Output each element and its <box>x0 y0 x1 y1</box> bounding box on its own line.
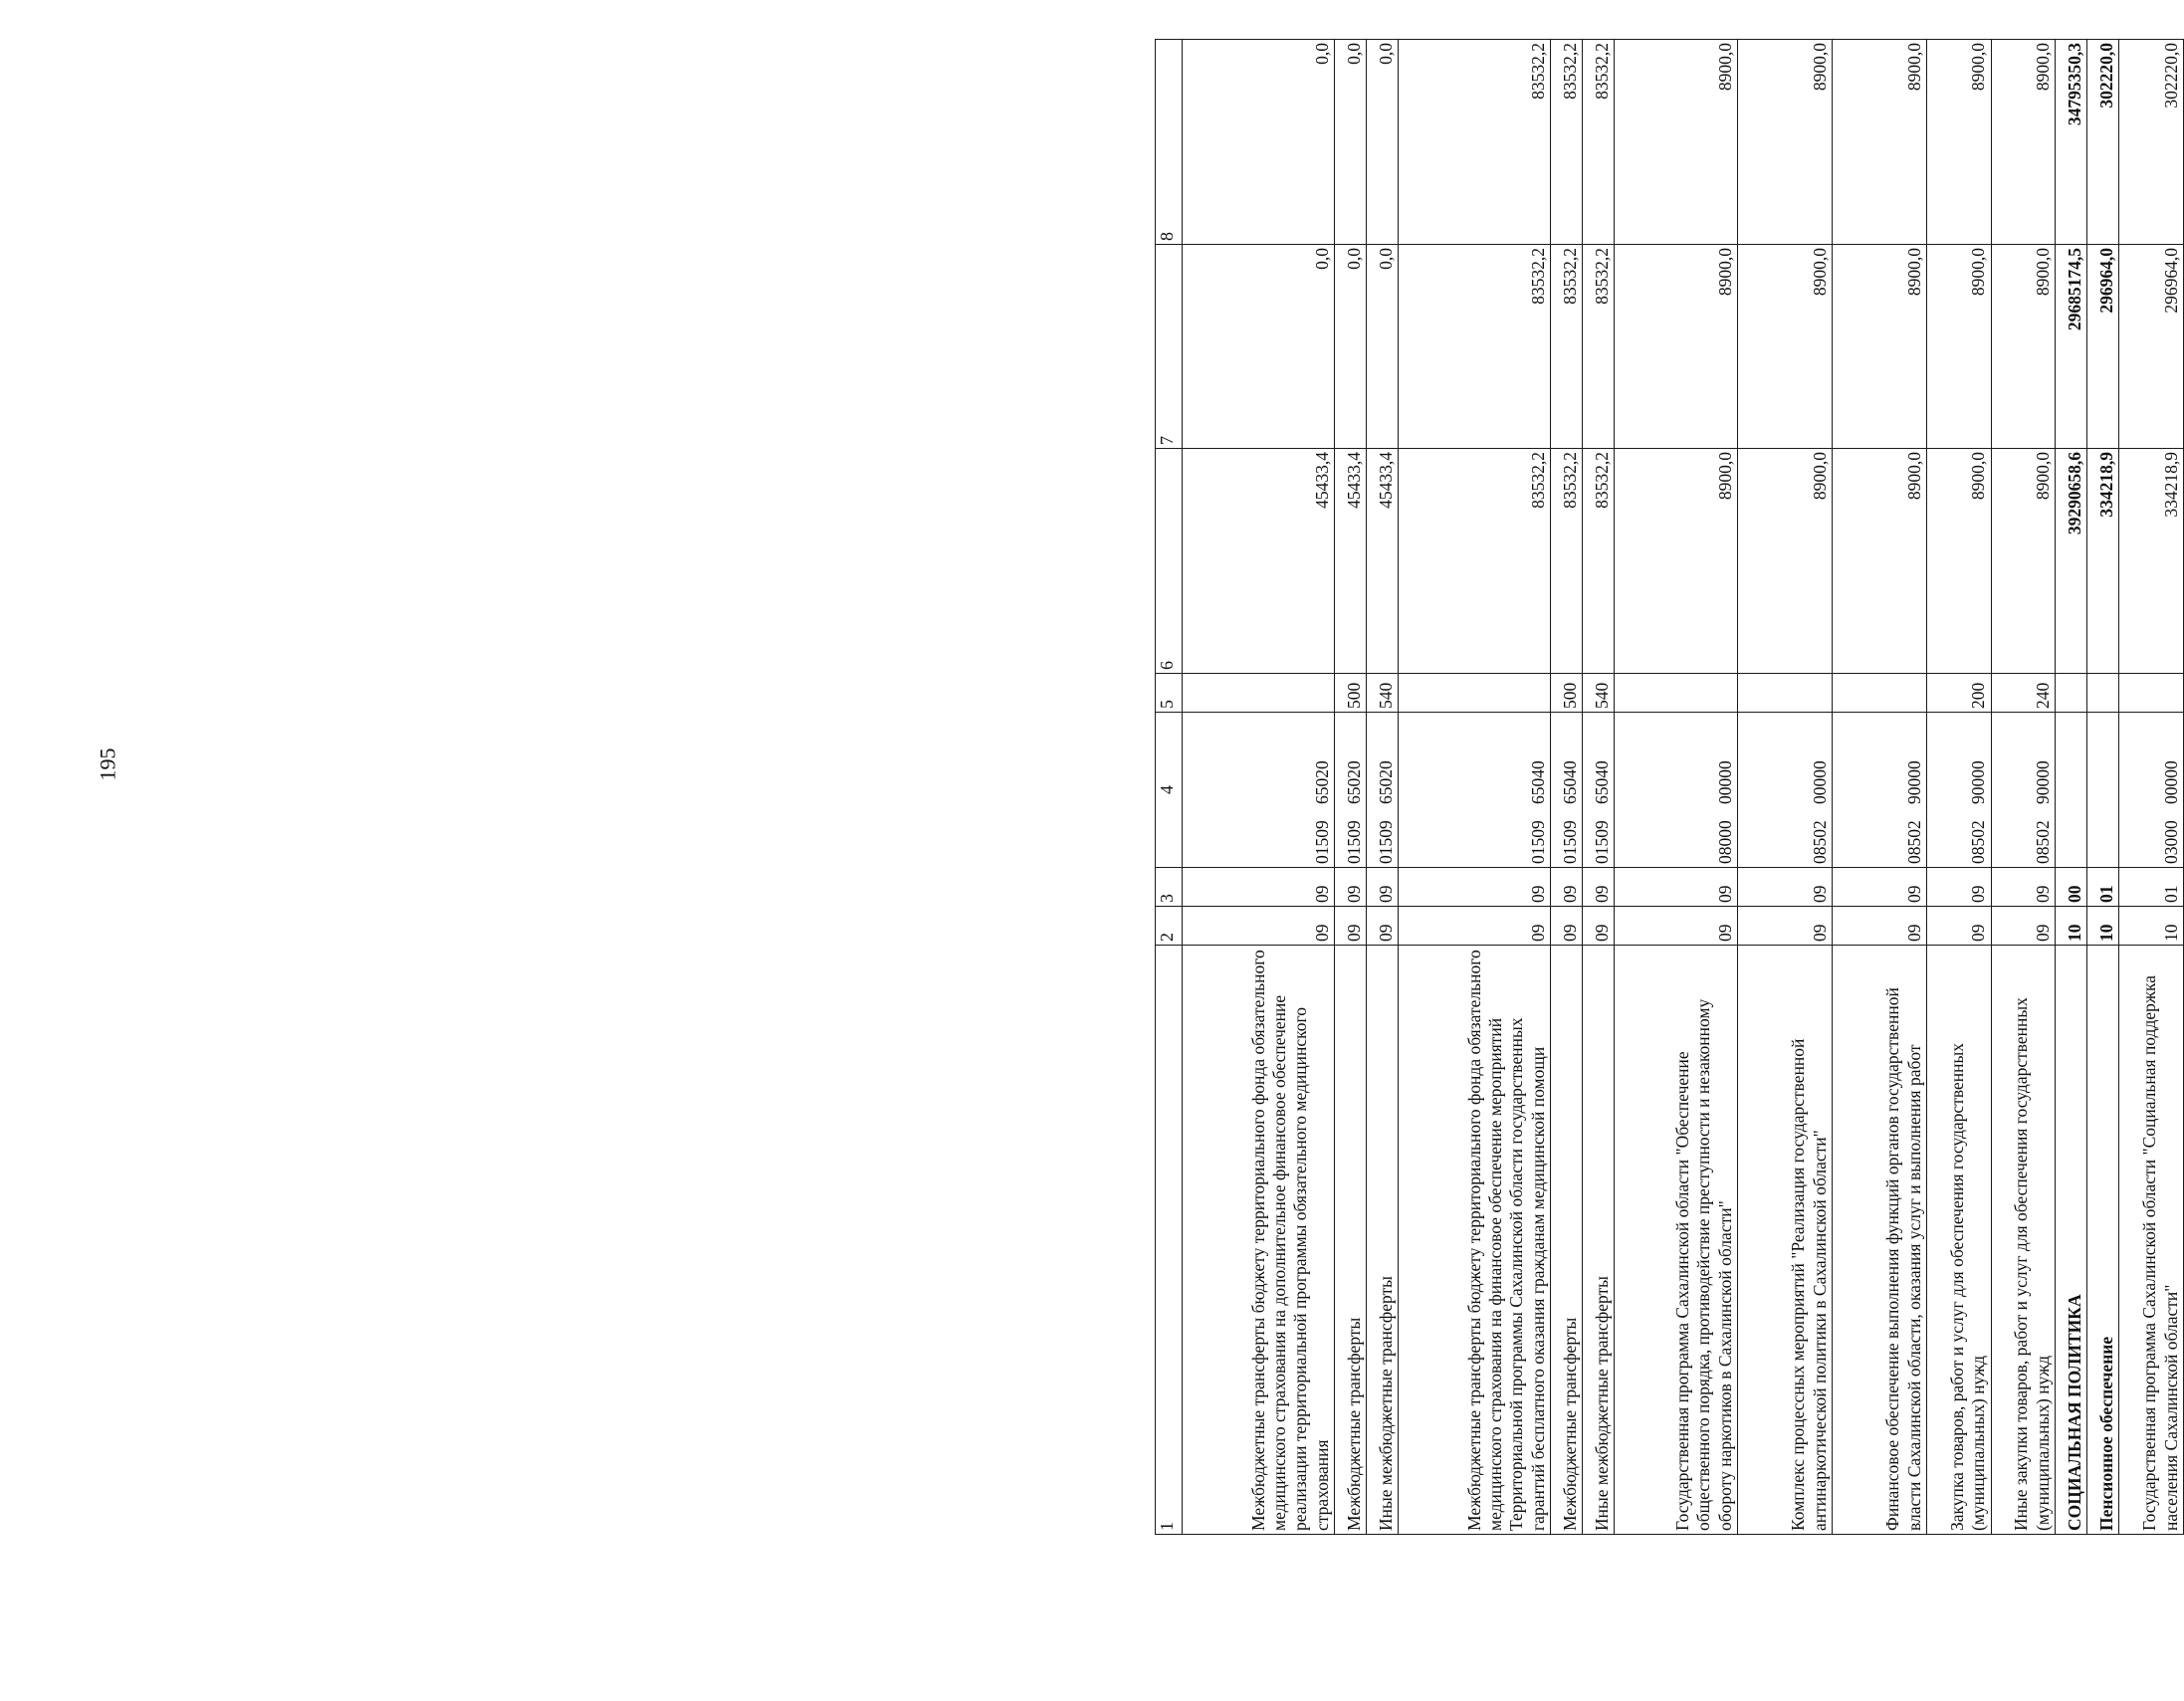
amount-col6-cell: 8900,0 <box>1833 449 1927 674</box>
amount-col6-cell: 8900,0 <box>1615 449 1738 674</box>
expense-type-cell: 540 <box>1583 674 1615 713</box>
section-code-cell: 09 <box>1833 907 1927 946</box>
amount-col8-cell: 8900,0 <box>1926 40 1991 245</box>
target-article-cell <box>1399 713 1551 868</box>
direction-code: 90000 <box>1968 760 1989 804</box>
section-code-cell: 09 <box>1183 907 1335 946</box>
section-code-cell: 10 <box>2119 907 2184 946</box>
target-article-cell <box>1367 713 1399 868</box>
amount-col6-cell: 334218,9 <box>2119 449 2184 674</box>
amount-col6-cell: 83532,2 <box>1551 449 1583 674</box>
amount-col7-cell: 8900,0 <box>1738 245 1833 449</box>
section-code-cell: 09 <box>1926 907 1991 946</box>
amount-col8-cell: 0,0 <box>1367 40 1399 245</box>
col-header-8: 8 <box>1156 40 1183 245</box>
row-name-cell: Иные межбюджетные трансферты <box>1367 946 1399 1535</box>
amount-col8-cell: 83532,2 <box>1551 40 1583 245</box>
table-row <box>2119 40 2184 1535</box>
amount-col7-cell: 8900,0 <box>1926 245 1991 449</box>
amount-col8-cell: 83532,2 <box>1583 40 1615 245</box>
section-code-cell: 09 <box>1583 907 1615 946</box>
row-name-cell: Комплекс процессных мероприятий "Реализация государственной антинаркотической политики в Сахалинской области" <box>1738 946 1833 1535</box>
program-code: 08502 <box>1968 820 1989 864</box>
amount-col7-cell: 0,0 <box>1334 245 1366 449</box>
amount-col6-cell: 45433,4 <box>1367 449 1399 674</box>
table-row <box>1399 40 1551 1535</box>
target-article-cell <box>1833 713 1927 868</box>
amount-col7-cell: 8900,0 <box>1833 245 1927 449</box>
table-row <box>1367 40 1399 1535</box>
col-header-2: 2 <box>1156 907 1183 946</box>
direction-code: 65020 <box>1311 760 1332 804</box>
amount-col6-cell: 334218,9 <box>2087 449 2119 674</box>
amount-col7-cell: 83532,2 <box>1399 245 1551 449</box>
expense-type-cell <box>2056 674 2087 713</box>
amount-col8-cell: 302220,0 <box>2119 40 2184 245</box>
direction-code: 00000 <box>2160 760 2181 804</box>
direction-code: 00000 <box>1809 760 1830 804</box>
target-article-cell <box>1991 713 2056 868</box>
section-code-cell: 09 <box>1991 907 2056 946</box>
amount-col6-cell: 45433,4 <box>1183 449 1335 674</box>
expense-type-cell <box>2119 674 2184 713</box>
direction-code: 65020 <box>1343 760 1364 804</box>
column-number-row <box>1156 40 1183 1535</box>
target-article-cell <box>1926 713 1991 868</box>
program-code: 08502 <box>1903 820 1924 864</box>
program-code: 03000 <box>2160 820 2181 864</box>
subsection-code-cell: 09 <box>1833 868 1927 907</box>
col-header-4: 4 <box>1156 713 1183 868</box>
row-name-cell: Финансовое обеспечение выполнения функций органов государственной власти Сахалинской области, оказания услуг и выполнения работ <box>1833 946 1927 1535</box>
col-header-6: 6 <box>1156 449 1183 674</box>
row-name-cell: Государственная программа Сахалинской области "Социальная поддержка населения Сахалинской области" <box>2119 946 2184 1535</box>
expense-type-cell: 200 <box>1926 674 1991 713</box>
table-row <box>1738 40 1833 1535</box>
amount-col7-cell: 296964,0 <box>2087 245 2119 449</box>
target-article-cell <box>1183 713 1335 868</box>
expense-type-cell: 500 <box>1334 674 1366 713</box>
section-code-cell: 09 <box>1367 907 1399 946</box>
direction-code: 65040 <box>1527 760 1548 804</box>
subsection-code-cell: 09 <box>1583 868 1615 907</box>
row-name-cell: Иные межбюджетные трансферты <box>1583 946 1615 1535</box>
direction-code: 65020 <box>1375 760 1396 804</box>
direction-code: 90000 <box>1903 760 1924 804</box>
amount-col6-cell: 83532,2 <box>1399 449 1551 674</box>
amount-col7-cell: 296964,0 <box>2119 245 2184 449</box>
amount-col6-cell: 8900,0 <box>1738 449 1833 674</box>
section-code-cell: 10 <box>2087 907 2119 946</box>
col-header-7: 7 <box>1156 245 1183 449</box>
amount-col7-cell: 83532,2 <box>1583 245 1615 449</box>
table-row <box>1833 40 1927 1535</box>
amount-col8-cell: 8900,0 <box>1615 40 1738 245</box>
amount-col8-cell: 8900,0 <box>1738 40 1833 245</box>
direction-code: 65040 <box>1591 760 1612 804</box>
subsection-code-cell: 01 <box>2087 868 2119 907</box>
subsection-code-cell: 00 <box>2056 868 2087 907</box>
amount-col8-cell: 0,0 <box>1183 40 1335 245</box>
target-article-cell <box>2056 713 2087 868</box>
program-code: 01509 <box>1343 820 1364 864</box>
subsection-code-cell: 09 <box>1615 868 1738 907</box>
amount-col6-cell: 83532,2 <box>1583 449 1615 674</box>
program-code: 01509 <box>1527 820 1548 864</box>
subsection-code-cell: 09 <box>1738 868 1833 907</box>
subsection-code-cell: 09 <box>1926 868 1991 907</box>
subsection-code-cell: 09 <box>1399 868 1551 907</box>
row-name-cell: Государственная программа Сахалинской области "Обеспечение общественного порядка, противодействие преступности и незаконному обороту наркотиков в Сахалинской области" <box>1615 946 1738 1535</box>
amount-col7-cell: 8900,0 <box>1615 245 1738 449</box>
amount-col7-cell: 83532,2 <box>1551 245 1583 449</box>
program-code: 01509 <box>1311 820 1332 864</box>
budget-table <box>1155 39 2184 1535</box>
target-article-cell <box>1551 713 1583 868</box>
section-code-cell: 09 <box>1615 907 1738 946</box>
row-name-cell: Межбюджетные трансферты <box>1334 946 1366 1535</box>
expense-type-cell <box>2087 674 2119 713</box>
expense-type-cell: 540 <box>1367 674 1399 713</box>
amount-col6-cell: 39290658,6 <box>2056 449 2087 674</box>
subsection-code-cell: 09 <box>1367 868 1399 907</box>
target-article-cell <box>2119 713 2184 868</box>
program-code: 01509 <box>1375 820 1396 864</box>
amount-col8-cell: 302220,0 <box>2087 40 2119 245</box>
row-name-cell: Межбюджетные трансферты <box>1551 946 1583 1535</box>
amount-col7-cell: 29685174,5 <box>2056 245 2087 449</box>
amount-col7-cell: 8900,0 <box>1991 245 2056 449</box>
amount-col7-cell: 0,0 <box>1367 245 1399 449</box>
subsection-code-cell: 01 <box>2119 868 2184 907</box>
col-header-1: 1 <box>1156 946 1183 1535</box>
section-code-cell: 09 <box>1551 907 1583 946</box>
table-row <box>1615 40 1738 1535</box>
row-name-cell: Межбюджетные трансферты бюджету территориального фонда обязательного медицинского страхования на дополнительное финансовое обеспечение реализации территориальной программы обязательного медицинского страхования <box>1183 946 1335 1535</box>
table-row <box>1551 40 1583 1535</box>
table-row <box>1991 40 2056 1535</box>
amount-col6-cell: 8900,0 <box>1991 449 2056 674</box>
expense-type-cell: 500 <box>1551 674 1583 713</box>
section-code-cell: 09 <box>1334 907 1366 946</box>
section-code-cell: 09 <box>1738 907 1833 946</box>
table-row <box>1926 40 1991 1535</box>
expense-type-cell: 240 <box>1991 674 2056 713</box>
amount-col8-cell: 8900,0 <box>1991 40 2056 245</box>
subsection-code-cell: 09 <box>1991 868 2056 907</box>
col-header-3: 3 <box>1156 868 1183 907</box>
section-code-cell: 09 <box>1399 907 1551 946</box>
program-code: 08502 <box>1809 820 1830 864</box>
row-name-cell: Межбюджетные трансферты бюджету территориального фонда обязательного медицинского страхования на финансовое обеспечение мероприятий Территориальной программы Сахалинской области государственных гарантий бесплатного оказания гражданам медицинской помощи <box>1399 946 1551 1535</box>
program-code: 01509 <box>1559 820 1580 864</box>
table-row <box>1583 40 1615 1535</box>
amount-col8-cell: 83532,2 <box>1399 40 1551 245</box>
subsection-code-cell: 09 <box>1183 868 1335 907</box>
expense-type-cell <box>1399 674 1551 713</box>
table-row <box>1334 40 1366 1535</box>
target-article-cell <box>1738 713 1833 868</box>
table-row <box>2056 40 2087 1535</box>
expense-type-cell <box>1615 674 1738 713</box>
target-article-cell <box>1334 713 1366 868</box>
target-article-cell <box>1583 713 1615 868</box>
expense-type-cell <box>1738 674 1833 713</box>
table-row <box>2087 40 2119 1535</box>
budget-table-container <box>1155 40 2184 1535</box>
amount-col8-cell: 0,0 <box>1334 40 1366 245</box>
program-code: 01509 <box>1591 820 1612 864</box>
table-row <box>1183 40 1335 1535</box>
direction-code: 90000 <box>2032 760 2053 804</box>
target-article-cell <box>1615 713 1738 868</box>
direction-code: 00000 <box>1714 760 1735 804</box>
row-name-cell: СОЦИАЛЬНАЯ ПОЛИТИКА <box>2056 946 2087 1535</box>
page-number: 195 <box>95 747 120 781</box>
expense-type-cell <box>1833 674 1927 713</box>
target-article-cell <box>2087 713 2119 868</box>
col-header-5: 5 <box>1156 674 1183 713</box>
amount-col8-cell: 8900,0 <box>1833 40 1927 245</box>
amount-col6-cell: 45433,4 <box>1334 449 1366 674</box>
program-code: 08000 <box>1714 820 1735 864</box>
row-name-cell: Закупка товаров, работ и услуг для обеспечения государственных (муниципальных) нужд <box>1926 946 1991 1535</box>
amount-col8-cell: 34795350,3 <box>2056 40 2087 245</box>
amount-col7-cell: 0,0 <box>1183 245 1335 449</box>
section-code-cell: 10 <box>2056 907 2087 946</box>
amount-col6-cell: 8900,0 <box>1926 449 1991 674</box>
subsection-code-cell: 09 <box>1551 868 1583 907</box>
expense-type-cell <box>1183 674 1335 713</box>
program-code: 08502 <box>2032 820 2053 864</box>
row-name-cell: Пенсионное обеспечение <box>2087 946 2119 1535</box>
direction-code: 65040 <box>1559 760 1580 804</box>
subsection-code-cell: 09 <box>1334 868 1366 907</box>
row-name-cell: Иные закупки товаров, работ и услуг для обеспечения государственных (муниципальных) нужд <box>1991 946 2056 1535</box>
